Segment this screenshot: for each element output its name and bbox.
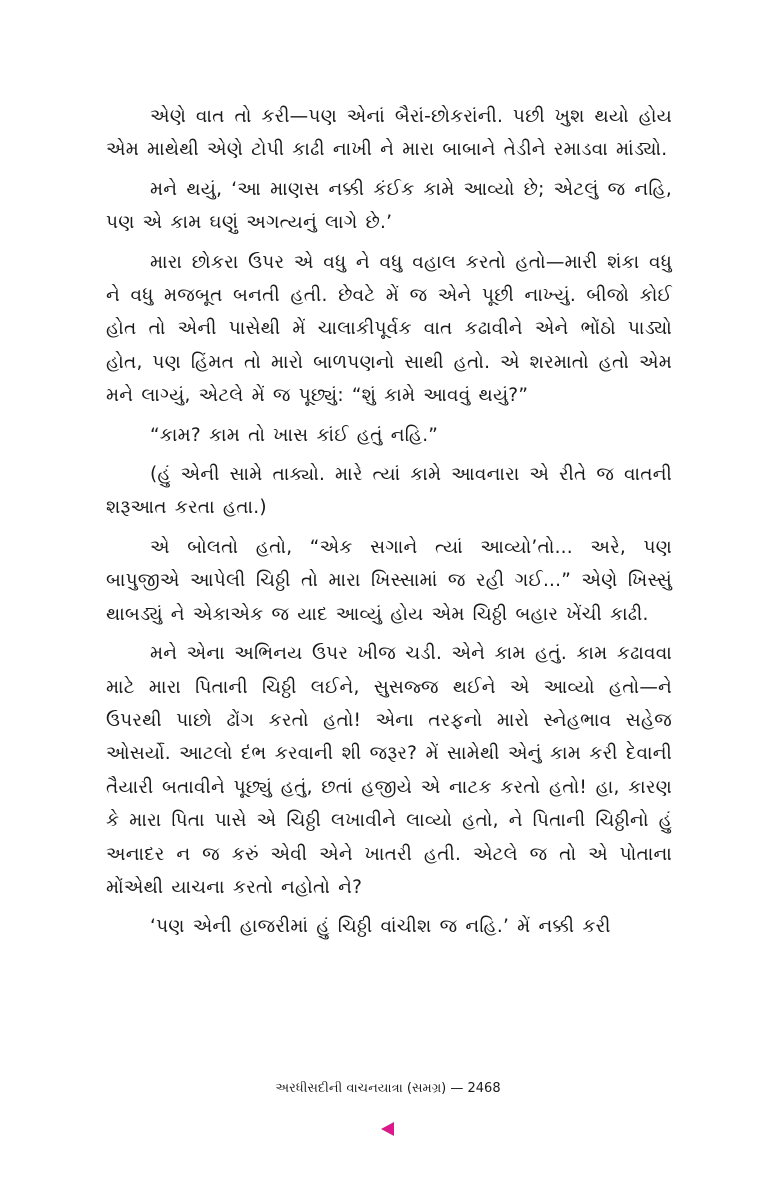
paragraph-5: (હું એની સામે તાક્યો. મારે ત્યાં કામે આવનારા એ રીતે જ વાતની શરૂઆત કરતા હતા.) bbox=[106, 464, 672, 519]
page-body bbox=[106, 100, 672, 950]
previous-page-arrow-icon[interactable] bbox=[381, 1122, 394, 1136]
paragraph-6: એ બોલતો હતો, “એક સગાને ત્યાં આવ્યો’તો... અરે, પણ બાપુજીએ આપેલી ચિઠ્ઠી તો મારા ખિસ્સામાં જ રહી ગઈ...” એણે ખિસ્સું થાબડ્યું ને એકાએક જ યાદ આવ્યું હોય એમ ચિઠ્ઠી બહાર ખેંચી કાઢી. bbox=[106, 536, 672, 625]
paragraph-1: એણે વાત તો કરી—પણ એનાં બૈરાં-છોકરાંની. પછી ખુશ થયો હોય એમ માથેથી એણે ટોપી કાઢી નાખી ને મારા બાબાને તેડીને રમાડવા માંડ્યો. bbox=[106, 106, 672, 161]
paragraph-3: મારા છોકરા ઉપર એ વધુ ને વધુ વહાલ કરતો હતો—મારી શંકા વધુ ને વધુ મજબૂત બનતી હતી. છેવટે મેં જ એને પૂછી નાખ્યું. બીજો કોઈ હોત તો એની પાસેથી મેં ચાલાકીપૂર્વક વાત કઢાવીને એને ભોંઠો પાડ્યો હોત, પણ હિંમત તો મારો બાળપણનો સાથી હતો. એ શરમાતો હતો એમ મને લાગ્યું, એટલે મેં જ પૂછ્યું: “શું કામે આવવું થયું?” bbox=[106, 251, 672, 407]
paragraph-4: “કામ? કામ તો ખાસ કાંઈ હતું નહિ.” bbox=[150, 424, 439, 446]
paragraph-8: ‘પણ એની હાજરીમાં હું ચિઠ્ઠી વાંચીશ જ નહિ.’ મેં નક્કી કરી bbox=[150, 916, 611, 938]
paragraph-7: મને એના અભિનય ઉપર ખીજ ચડી. એને કામ હતું. કામ કઢાવવા માટે મારા પિતાની ચિઠ્ઠી લઈને, સુસજ્જ થઈને એ આવ્યો હતો—ને ઉપરથી પાછો ઢોંગ કરતો હતો! એના તરફનો મારો સ્નેહભાવ સહેજ ઓસર્યો. આટલો દંભ કરવાની શી જરૂર? મેં સામેથી એનું કામ કરી દેવાની તૈયારી બતાવીને પૂછ્યું હતું, છતાં હજીયે એ નાટક કરતો હતો! હા, કારણ કે મારા પિતા પાસે એ ચિઠ્ઠી લખાવીને લાવ્યો હતો, ને પિતાની ચિઠ્ઠીનો હું અનાદર ન જ કરું એવી એને ખાતરી હતી. એટલે જ તો એ પોતાના મોંએથી યાચના કરતો નહોતો ને? bbox=[106, 643, 672, 898]
paragraph-2: મને થયું, ‘આ માણસ નક્કી કંઈક કામે આવ્યો છે; એટલું જ નહિ, પણ એ કામ ઘણું અગત્યનું લાગે છે.’ bbox=[106, 178, 672, 234]
page-footer: અરધીસદીની વાચનયાત્રા (સમગ્ર) — 2468 bbox=[275, 1081, 501, 1096]
